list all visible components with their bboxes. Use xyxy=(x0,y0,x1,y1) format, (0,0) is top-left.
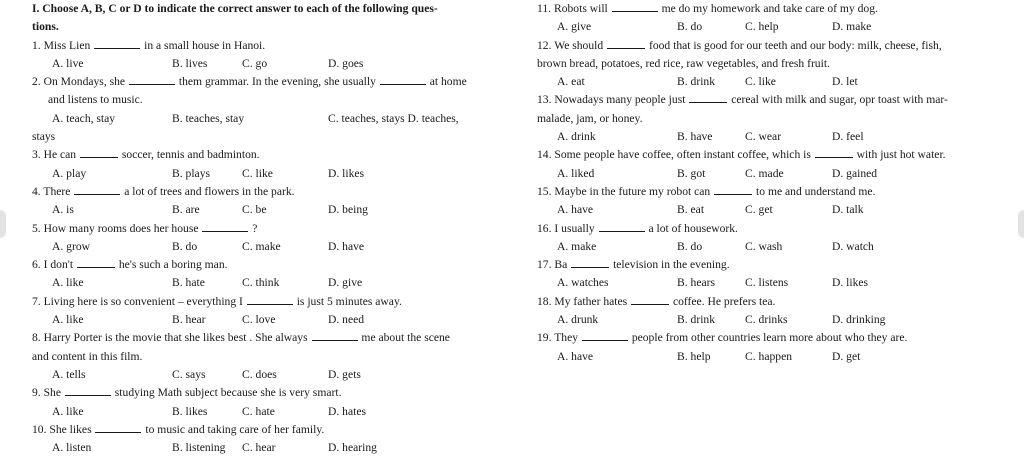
option-d: D. give xyxy=(328,276,363,290)
question-12: 12. We should food that is good for our teeth and our body: milk, cheese, fish, xyxy=(537,38,942,52)
option-a: A. like xyxy=(52,313,84,327)
option-d: D. have xyxy=(328,239,365,253)
option-a: A. like xyxy=(52,404,84,418)
left-edge-tab xyxy=(0,210,6,238)
option-a: A. liked xyxy=(557,166,595,180)
option-c: C. think xyxy=(242,276,280,290)
option-b: B. hate xyxy=(172,276,205,290)
option-b: B. are xyxy=(172,203,200,217)
option-c: C. made xyxy=(745,166,784,180)
option-c: C. drinks xyxy=(745,313,788,327)
option-b: B. got xyxy=(677,166,706,180)
option-b: B. listening xyxy=(172,441,226,455)
question-5: 5. How many rooms does her house ? xyxy=(32,221,258,235)
option-a: A. listen xyxy=(52,441,92,455)
options-13 xyxy=(537,128,1007,146)
options-16 xyxy=(537,238,1007,256)
question-2-cont: and listens to music. xyxy=(48,93,143,107)
option-d: D. being xyxy=(328,203,368,217)
option-c: C. happen xyxy=(745,349,793,363)
options-15 xyxy=(537,201,1007,219)
option-a: A. tells xyxy=(52,367,86,381)
option-a: A. eat xyxy=(557,75,585,89)
option-c: C. get xyxy=(745,203,773,217)
option-c: C. teaches, stays D. teaches, xyxy=(328,111,459,125)
option-c: C. hear xyxy=(242,441,276,455)
option-a: A. teach, stay xyxy=(52,111,116,125)
option-d: D. likes xyxy=(328,166,365,180)
option-a: A. live xyxy=(52,56,84,70)
answer-blank xyxy=(689,92,727,103)
option-c: C. wash xyxy=(745,239,783,253)
option-c: C. love xyxy=(242,313,276,327)
question-1: 1. Miss Lien in a small house in Hanoi. xyxy=(32,38,266,52)
options-3 xyxy=(32,165,502,183)
options-2 xyxy=(32,110,502,128)
options-12 xyxy=(537,73,1007,91)
question-4: 4. There a lot of trees and flowers in the park. xyxy=(32,184,295,198)
option-d: D. drinking xyxy=(832,313,886,327)
option-b: B. teaches, stay xyxy=(172,111,245,125)
option-c: C. go xyxy=(242,56,268,70)
answer-blank xyxy=(599,221,645,232)
question-8: 8. Harry Porter is the movie that she likes best . She always me about the scene xyxy=(32,331,450,345)
option-c: C. does xyxy=(242,367,277,381)
option-c: C. help xyxy=(745,20,779,34)
option-b: B. help xyxy=(677,349,711,363)
options-19 xyxy=(537,348,1007,366)
option-a: A. drunk xyxy=(557,313,599,327)
option-d: D. let xyxy=(832,75,858,89)
option-b: B. hear xyxy=(172,313,206,327)
option-b: B. lives xyxy=(172,56,208,70)
answer-blank xyxy=(77,257,115,268)
option-a: A. drink xyxy=(557,130,596,144)
answer-blank xyxy=(631,294,669,305)
option-c: C. like xyxy=(242,166,273,180)
question-19: 19. They people from other countries learn more about who they are. xyxy=(537,331,908,345)
options-7 xyxy=(32,311,502,329)
option-d: D. talk xyxy=(832,203,864,217)
option-d: D. hates xyxy=(328,404,366,418)
answer-blank xyxy=(815,147,853,158)
options-10 xyxy=(32,439,502,457)
question-16: 16. I usually a lot of housework. xyxy=(537,221,738,235)
option-d: D. feel xyxy=(832,130,864,144)
options-2-overflow: stays xyxy=(32,130,56,144)
option-a: A. watches xyxy=(557,276,609,290)
question-7: 7. Living here is so convenient – everything I is just 5 minutes away. xyxy=(32,294,402,308)
option-c: C. be xyxy=(242,203,267,217)
options-14 xyxy=(537,165,1007,183)
right-column xyxy=(537,0,1007,366)
option-d: D. gets xyxy=(328,367,361,381)
option-d: D. hearing xyxy=(328,441,377,455)
option-a: A. give xyxy=(557,20,592,34)
option-a: A. play xyxy=(52,166,87,180)
option-d: D. watch xyxy=(832,239,874,253)
question-3: 3. He can soccer, tennis and badminton. xyxy=(32,148,260,162)
options-17 xyxy=(537,274,1007,292)
option-b: B. do xyxy=(677,20,703,34)
question-10: 10. She likes to music and taking care of her family. xyxy=(32,422,325,436)
option-c: C. listens xyxy=(745,276,789,290)
option-d: D. make xyxy=(832,20,872,34)
question-14: 14. Some people have coffee, often instant coffee, which is with just hot water. xyxy=(537,148,946,162)
option-a: A. make xyxy=(557,239,597,253)
option-a: A. grow xyxy=(52,239,90,253)
option-a: A. like xyxy=(52,276,84,290)
answer-blank xyxy=(607,38,645,49)
question-6: 6. I don't he's such a boring man. xyxy=(32,258,228,272)
question-17: 17. Ba television in the evening. xyxy=(537,258,730,272)
option-d: D. get xyxy=(832,349,861,363)
answer-blank xyxy=(582,330,628,341)
option-b: B. hears xyxy=(677,276,715,290)
question-15: 15. Maybe in the future my robot can to me and understand me. xyxy=(537,184,876,198)
answer-blank xyxy=(380,74,426,85)
instruction-heading: I. Choose A, B, C or D to indicate the correct answer to each of the following ques- xyxy=(32,2,438,15)
option-a: A. have xyxy=(557,203,594,217)
option-b: C. says xyxy=(172,367,206,381)
answer-blank xyxy=(571,257,609,268)
answer-blank xyxy=(714,184,752,195)
option-c: C. wear xyxy=(745,130,782,144)
option-b: B. do xyxy=(172,239,198,253)
right-edge-tab xyxy=(1018,210,1024,238)
question-2: 2. On Mondays, she them grammar. In the evening, she usually at home xyxy=(32,75,467,89)
question-13: 13. Nowadays many people just cereal with milk and sugar, opr toast with mar- xyxy=(537,93,948,107)
option-a: A. have xyxy=(557,349,594,363)
question-8-cont: and content in this film. xyxy=(32,349,143,363)
answer-blank xyxy=(65,385,111,396)
option-b: B. have xyxy=(677,130,713,144)
options-11 xyxy=(537,18,1007,36)
option-c: C. hate xyxy=(242,404,275,418)
option-d: D. gained xyxy=(832,166,878,180)
option-b: B. plays xyxy=(172,166,211,180)
options-5 xyxy=(32,238,502,256)
question-13-cont: malade, jam, or honey. xyxy=(537,111,643,125)
options-4 xyxy=(32,201,502,219)
options-18 xyxy=(537,311,1007,329)
options-9 xyxy=(32,403,502,421)
option-c: C. make xyxy=(242,239,281,253)
answer-blank xyxy=(80,147,118,158)
answer-blank xyxy=(74,184,120,195)
answer-blank xyxy=(312,330,358,341)
option-a: A. is xyxy=(52,203,74,217)
option-b: B. drink xyxy=(677,313,716,327)
left-column xyxy=(32,0,502,457)
question-12-cont: brown bread, potatoes, red rice, raw vegetables, and fresh fruit. xyxy=(537,56,830,70)
option-d: D. likes xyxy=(832,276,869,290)
answer-blank xyxy=(94,38,140,49)
answer-blank xyxy=(95,422,141,433)
answer-blank xyxy=(129,74,175,85)
options-1 xyxy=(32,55,502,73)
option-d: D. need xyxy=(328,313,365,327)
option-c: C. like xyxy=(745,75,776,89)
answer-blank xyxy=(202,221,248,232)
answer-blank xyxy=(612,1,658,12)
option-d: D. goes xyxy=(328,56,364,70)
question-18: 18. My father hates coffee. He prefers tea. xyxy=(537,294,776,308)
answer-blank xyxy=(247,294,293,305)
option-b: B. drink xyxy=(677,75,716,89)
instruction-heading-cont: tions. xyxy=(32,20,59,34)
option-b: B. eat xyxy=(677,203,705,217)
question-9: 9. She studying Math subject because she is very smart. xyxy=(32,386,342,400)
option-b: B. likes xyxy=(172,404,208,418)
options-8 xyxy=(32,366,502,384)
options-6 xyxy=(32,274,502,292)
option-b: B. do xyxy=(677,239,703,253)
question-11: 11. Robots will me do my homework and take care of my dog. xyxy=(537,2,878,15)
